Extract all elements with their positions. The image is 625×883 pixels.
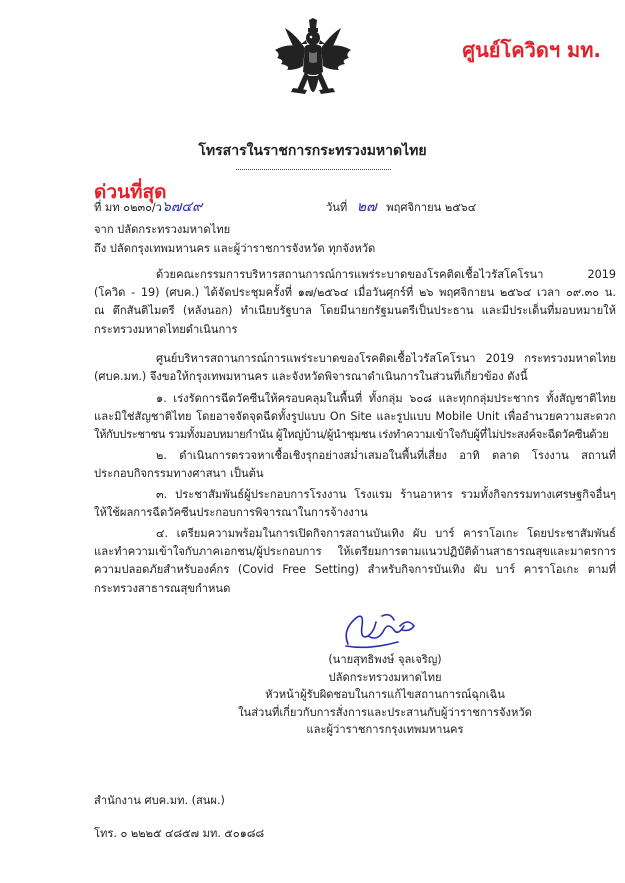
date-month-year: พฤศจิกายน ๒๕๖๔ [386,201,477,214]
paragraph-line: ศูนย์บริหารสถานการณ์การแพร่ระบาดของโรคติดเชื้อไวรัสโคโรนา 2019 กระทรวงมหาดไทย [156,352,616,365]
from-line: จาก ปลัดกระทรวงมหาดไทย [94,223,231,236]
reference-number [94,198,202,217]
garuda-emblem-icon [271,18,355,110]
reference-label: ที่ มท ๐๒๓๐/ว [94,201,162,214]
paragraph-line: (ศบค.มท.) จึงขอให้กรุงเทพมหานคร และจังหวัดพิจารณาดำเนินการในส่วนที่เกี่ยวข้อง ดังนี้ [94,370,528,384]
paragraph-line: (โควิด - 19) (ศบค.) ได้จัดประชุมครั้งที่ ๑๗/๒๕๖๔ เมื่อวันศุกร์ที่ ๒๖ พฤศจิกายน ๒๕๖๔ เวลา ๐๙.๓๐ น. [94,286,616,300]
list-item-line: ๑. เร่งรัดการฉีดวัคซีนให้ครอบคลุมในพื้นที่ ทั้งกลุ่ม ๖๐๘ และทุกกลุ่มประชากร ทั้งสัญชาติไทย [156,392,616,405]
list-item-testing [94,447,616,483]
to-line: ถึง ปลัดกรุงเทพมหานคร และผู้ว่าราชการจังหวัด ทุกจังหวัด [94,242,376,255]
contact-phone: โทร. ๐ ๒๒๒๕ ๔๘๕๗ มท. ๕๐๑๘๘ [94,827,265,840]
list-item-line: ๒. ดำเนินการตรวจหาเชื้อเชิงรุกอย่างสม่ำเสมอในพื้นที่เสี่ยง อาทิ ตลาด โรงงาน สถานที่ [156,449,616,462]
list-item-publicity [94,486,616,522]
signatory-role-scope-bangkok: และผู้ว่าราชการกรุงเทพมหานคร [306,723,464,736]
covid-center-stamp: ศูนย์โควิดฯ มท. [462,38,601,62]
urgency-label: ด่วนที่สุด [94,181,167,203]
paragraph-line: กระทรวงมหาดไทยดำเนินการ [94,322,238,336]
signatory-role: หัวหน้าผู้รับผิดชอบในการแก้ไขสถานการณ์ฉุกเฉิน [265,688,505,701]
list-item-line: ประกอบกิจกรรมทางศาสนา เป็นต้น [94,467,264,481]
list-item-line: ให้ใช้ผลการฉีดวัคซีนประกอบการพิจารณาในการจ้างงาน [94,506,368,520]
list-item-line: ให้กับประชาชน รวมทั้งมอบหมายกำนัน ผู้ใหญ่บ้าน/ผู้นำชุมชน เร่งทำความเข้าใจกับผู้ที่ไม่ประสงค์จะฉีดวัคซีนด้วย [94,428,609,442]
date-day-handwritten: ๒๗ [356,199,377,215]
date-label: วันที่ [326,201,348,214]
signatory-name: (นายสุทธิพงษ์ จุลเจริญ) [328,653,442,666]
issuing-office: สำนักงาน ศบค.มท. (สนผ.) [94,794,225,807]
signatory-role-scope: ในส่วนที่เกี่ยวกับการสั่งการและประสานกับผู้ว่าราชการจังหวัด [238,705,532,719]
list-item-line: กระทรวงสาธารณสุขกำหนด [94,581,231,595]
list-item-line: ความปลอดภัยสำหรับองค์กร (Covid Free Setting) สำหรับกิจการบันเทิง ผับ บาร์ คาราโอเกะ ตามที่ [94,563,616,577]
list-item-line: ๔. เตรียมความพร้อมในการเปิดกิจการสถานบันเทิง ผับ บาร์ คาราโอเกะ โดยประชาสัมพันธ์ [156,527,616,540]
list-item-line: และทำความเข้าใจกับภาคเอกชน/ผู้ประกอบการ ให้เตรียมการตามแนวปฏิบัติด้านสาธารณสุขและมาตรการ [94,545,616,559]
paragraph-request [94,350,616,386]
signature-icon [338,596,428,652]
dotted-rule [236,169,391,170]
signatory-title: ปลัดกระทรวงมหาดไทย [328,670,442,684]
document-type-heading: โทรสารในราชการกระทรวงมหาดไทย [198,143,427,159]
list-item-line: และมิใช่สัญชาติไทย โดยอาจจัดจุดฉีดทั้งรูปแบบ On Site และรูปแบบ Mobile Unit เพื่ออำนวยความสะดวก [94,410,616,424]
document-date [326,198,476,217]
reference-handwritten-number: ๖๗๔๙ [161,199,203,215]
paragraph-line: ด้วยคณะกรรมการบริหารสถานการณ์การแพร่ระบาดของโรคติดเชื้อไวรัสโคโรนา 2019 [156,268,616,281]
signatory-block [220,651,550,739]
list-item-reopening [94,525,616,598]
paragraph-line: ณ ตึกสันติไมตรี (หลังนอก) ทำเนียบรัฐบาล โดยมีนายกรัฐมนตรีเป็นประธาน และมีประเด็นที่มอบหมายให้ [94,304,616,318]
list-item-vaccination [94,390,616,445]
list-item-line: ๓. ประชาสัมพันธ์ผู้ประกอบการโรงงาน โรงแรม ร้านอาหาร รวมทั้งกิจกรรมทางเศรษฐกิจอื่นๆ [156,488,616,501]
paragraph-background [94,266,616,339]
